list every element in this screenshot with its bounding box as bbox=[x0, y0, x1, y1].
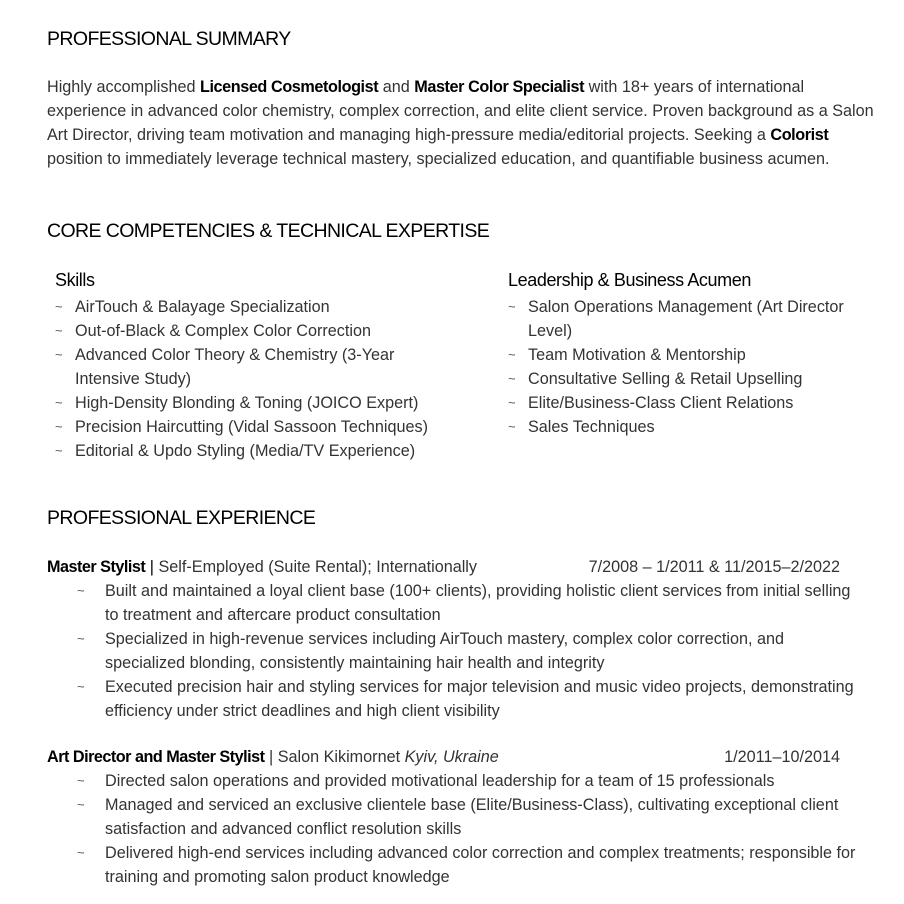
skills-list bbox=[55, 295, 455, 463]
job-bullet bbox=[77, 769, 867, 793]
skill-item bbox=[55, 391, 455, 415]
job-title: Art Director and Master Stylist bbox=[47, 748, 265, 766]
job-bullet-text: Directed salon operations and provided motivational leadership for a team of 15 professionals bbox=[105, 772, 775, 790]
tilde-bullet-icon: ~ bbox=[55, 299, 63, 314]
job-bullet bbox=[77, 841, 867, 889]
leadership-title: Leadership & Business Acumen bbox=[508, 270, 751, 290]
job-employer: Salon Kikimornet bbox=[277, 748, 401, 766]
skill-text: Editorial & Updo Styling (Media/TV Experience) bbox=[75, 442, 416, 460]
leadership-list bbox=[508, 295, 883, 439]
skill-text: Precision Haircutting (Vidal Sassoon Techniques) bbox=[75, 418, 429, 436]
tilde-bullet-icon: ~ bbox=[508, 347, 516, 362]
tilde-bullet-icon: ~ bbox=[77, 583, 85, 598]
skill-item bbox=[55, 415, 455, 439]
summary-bold-color-specialist: Master Color Specialist bbox=[414, 78, 585, 96]
summary-text: Highly accomplished bbox=[47, 78, 200, 96]
job-location: Kyiv, Ukraine bbox=[404, 748, 499, 766]
leadership-text: Team Motivation & Mentorship bbox=[528, 346, 746, 364]
skill-text: Advanced Color Theory & Chemistry (3-Year Intensive Study) bbox=[75, 346, 395, 388]
summary-paragraph bbox=[47, 75, 877, 171]
job-bullets bbox=[77, 769, 867, 889]
tilde-bullet-icon: ~ bbox=[77, 631, 85, 646]
tilde-bullet-icon: ~ bbox=[77, 773, 85, 788]
leadership-item bbox=[508, 415, 883, 439]
skill-text: Out-of-Black & Complex Color Correction bbox=[75, 322, 371, 340]
job-bullets bbox=[77, 579, 867, 723]
summary-text: and bbox=[378, 78, 415, 96]
job-bullet-text: Built and maintained a loyal client base (100+ clients), providing holistic client services from initial selling to treatment and aftercare product consultation bbox=[105, 582, 851, 624]
job-employer: Self-Employed (Suite Rental); Internationally bbox=[158, 558, 477, 576]
skill-item bbox=[55, 319, 455, 343]
job-separator: | bbox=[268, 748, 274, 766]
job-dates: 7/2008 – 1/2011 & 11/2015–2/2022 bbox=[588, 558, 840, 576]
skill-item bbox=[55, 343, 425, 391]
job-header bbox=[47, 745, 867, 769]
tilde-bullet-icon: ~ bbox=[508, 395, 516, 410]
tilde-bullet-icon: ~ bbox=[55, 395, 63, 410]
job-title: Master Stylist bbox=[47, 558, 146, 576]
job-dates: 1/2011–10/2014 bbox=[724, 748, 840, 766]
tilde-bullet-icon: ~ bbox=[508, 419, 516, 434]
job-bullet-text: Executed precision hair and styling services for major television and music video projects, demonstrating efficiency under strict deadlines and high client visibility bbox=[105, 678, 854, 720]
competencies-heading: CORE COMPETENCIES & TECHNICAL EXPERTISE bbox=[47, 220, 490, 242]
skill-text: AirTouch & Balayage Specialization bbox=[75, 298, 330, 316]
leadership-item bbox=[508, 343, 883, 367]
tilde-bullet-icon: ~ bbox=[77, 797, 85, 812]
job-header bbox=[47, 555, 867, 579]
summary-heading: PROFESSIONAL SUMMARY bbox=[47, 28, 291, 50]
summary-bold-cosmetologist: Licensed Cosmetologist bbox=[199, 78, 379, 96]
leadership-item bbox=[508, 367, 883, 391]
tilde-bullet-icon: ~ bbox=[508, 371, 516, 386]
leadership-item bbox=[508, 295, 883, 343]
job-bullet bbox=[77, 675, 867, 723]
tilde-bullet-icon: ~ bbox=[508, 299, 516, 314]
leadership-text: Elite/Business-Class Client Relations bbox=[528, 394, 794, 412]
job-bullet bbox=[77, 579, 867, 627]
tilde-bullet-icon: ~ bbox=[55, 443, 63, 458]
tilde-bullet-icon: ~ bbox=[55, 347, 63, 362]
leadership-text: Sales Techniques bbox=[528, 418, 655, 436]
summary-bold-colorist: Colorist bbox=[770, 126, 829, 144]
job-bullet-text: Delivered high-end services including advanced color correction and complex treatments; responsible for training and promoting salon product knowledge bbox=[105, 844, 856, 886]
summary-text: position to immediately leverage technical mastery, specialized education, and quantifiable business acumen. bbox=[47, 150, 830, 168]
tilde-bullet-icon: ~ bbox=[55, 323, 63, 338]
tilde-bullet-icon: ~ bbox=[55, 419, 63, 434]
job-bullet bbox=[77, 627, 867, 675]
skill-item bbox=[55, 295, 455, 319]
skills-title: Skills bbox=[55, 270, 95, 290]
summary-text: with 18+ years of international experience in advanced color chemistry, complex correction, and elite client service. Proven background as a Salon Art Director, driving team motivation and managing high-pressure media/editorial projects. Seeking a bbox=[47, 78, 874, 144]
leadership-text: Consultative Selling & Retail Upselling bbox=[528, 370, 803, 388]
tilde-bullet-icon: ~ bbox=[77, 845, 85, 860]
experience-heading: PROFESSIONAL EXPERIENCE bbox=[47, 507, 316, 529]
leadership-item bbox=[508, 391, 883, 415]
job-bullet-text: Specialized in high-revenue services including AirTouch mastery, complex color correction, and specialized blonding, consistently maintaining hair health and integrity bbox=[105, 630, 785, 672]
job-separator: | bbox=[149, 558, 154, 576]
leadership-text: Salon Operations Management (Art Director Level) bbox=[528, 298, 844, 340]
job-bullet bbox=[77, 793, 867, 841]
job-bullet-text: Managed and serviced an exclusive clientele base (Elite/Business-Class), cultivating exceptional client satisfaction and advanced conflict resolution skills bbox=[105, 796, 839, 838]
skill-text: High-Density Blonding & Toning (JOICO Expert) bbox=[75, 394, 419, 412]
skill-item bbox=[55, 439, 455, 463]
tilde-bullet-icon: ~ bbox=[77, 679, 85, 694]
